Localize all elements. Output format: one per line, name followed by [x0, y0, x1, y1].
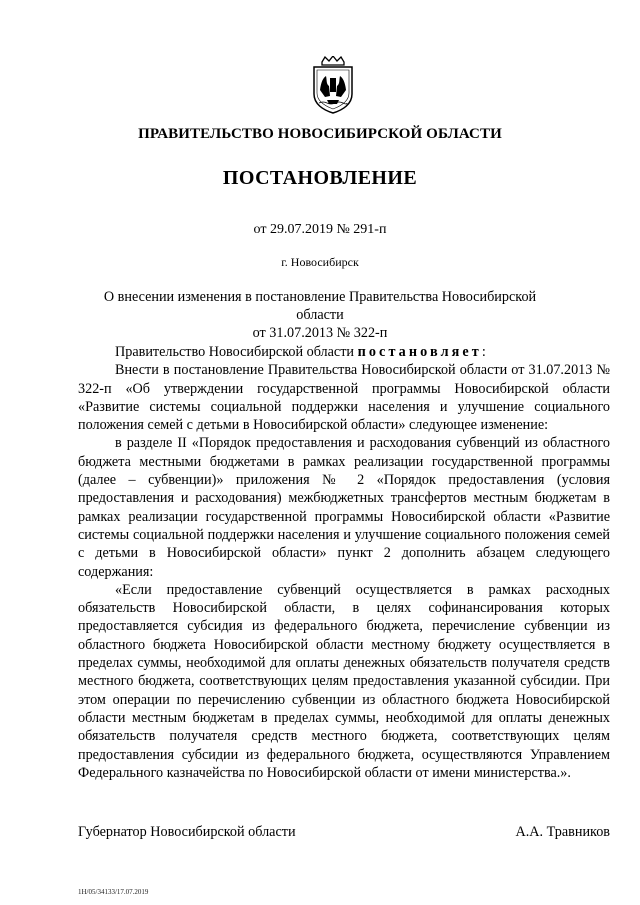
- intro-suffix: :: [481, 344, 486, 360]
- government-name: ПРАВИТЕЛЬСТВО НОВОСИБИРСКОЙ ОБЛАСТИ: [138, 126, 502, 142]
- document-subject: [80, 288, 560, 342]
- coat-of-arms-icon: [310, 56, 356, 114]
- subject-line-2: от 31.07.2013 № 322-п: [252, 325, 388, 341]
- body-paragraph-3: «Если предоставление субвенций осуществляется в рамках расходных обязательств Новосибирской области, в целях софинансирования которых предоставляется субсидия из федерального бюджета, перечисление субвенции из областного бюджета Новосибирской области местному бюджету осуществляется в пределах суммы, необходимой для оплаты денежных обязательств получателя средств местного бюджета, соответствующих целям предоставления указанной субсидии. При этом операции по перечислению субвенции из областного бюджета Новосибирской области местным бюджетам в пределах суммы, необходимой для оплаты денежных обязательств получателя средств местного бюджета, соответствующих целям предоставления субсидии из федерального бюджета, осуществляются Управлением Федерального казначейства по Новосибирской области от имени министерства.».: [78, 581, 610, 781]
- body-paragraph-2: в разделе II «Порядок предоставления и расходования субвенций из областного бюджета местными бюджетами в рамках реализации государственной программы (далее – субвенции)» приложения № 2 «Порядок предоставления (условия предоставления и расходования) межбюджетных трансфертов местным бюджетам в рамках реализации государственной программы Новосибирской области «Развитие системы социальной поддержки населения и улучшение социального положения семей с детьми в Новосибирской области» пункт 2 дополнить абзацем следующего содержания:: [78, 435, 610, 580]
- document-type-title: ПОСТАНОВЛЕНИЕ: [222, 167, 418, 189]
- document-body: [78, 343, 610, 782]
- body-paragraph-1: Внести в постановление Правительства Новосибирской области от 31.07.2013 № 322-п «Об утверждении государственной программы Новосибирской области «Развитие системы социальной поддержки населения и улучшение социального положения семей с детьми в Новосибирской области» следующее изменение:: [78, 362, 610, 434]
- document-city: г. Новосибирск: [281, 255, 359, 269]
- resolution-keyword: постановляет: [357, 344, 482, 360]
- intro-paragraph: [78, 343, 610, 361]
- subject-line-1: О внесении изменения в постановление Правительства Новосибирской области: [103, 289, 537, 323]
- intro-prefix: Правительство Новосибирской области: [115, 344, 358, 360]
- footer-code: 1Н/05/34133/17.07.2019: [78, 888, 149, 896]
- signatory-position: Губернатор Новосибирской области: [78, 824, 296, 840]
- document-date-number: от 29.07.2019 № 291-п: [253, 222, 387, 237]
- signatory-name: А.А. Травников: [515, 824, 610, 840]
